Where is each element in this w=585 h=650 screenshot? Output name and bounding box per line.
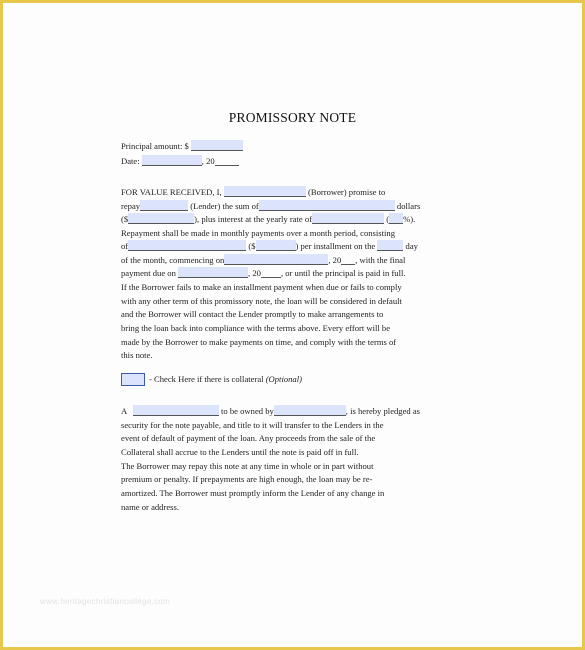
paragraph2-line4: Collateral shall accrue to the Lenders until the note is paid off in full. xyxy=(121,447,359,457)
principal-label: Principal amount: xyxy=(121,141,183,151)
paragraph1-line6 xyxy=(121,254,461,267)
borrower-name-field[interactable] xyxy=(224,186,306,197)
paragraph1-line11: bring the loan back into compliance with the terms above. Every effort will be xyxy=(121,323,391,333)
paragraph1-line7 xyxy=(121,267,461,280)
text: A xyxy=(121,406,127,416)
principal-amount-field[interactable] xyxy=(191,140,243,151)
final-payment-year-field[interactable] xyxy=(261,267,281,278)
text: , is hereby pledged as xyxy=(345,406,421,416)
text: ( xyxy=(386,214,390,224)
sum-words-field[interactable] xyxy=(259,200,395,211)
interest-rate-field[interactable] xyxy=(389,213,403,224)
paragraph1-line4: Repayment shall be made in monthly payments over a month period, consisting xyxy=(121,228,395,238)
paragraph1-line12: made by the Borrower to make payments on time, and comply with the terms of xyxy=(121,337,397,347)
sum-amount-field[interactable] xyxy=(128,213,194,224)
text: , with the final xyxy=(355,255,406,265)
text: FOR VALUE RECEIVED, I, xyxy=(121,187,222,197)
optional-note: (Optional) xyxy=(265,374,302,384)
installment-words-field[interactable] xyxy=(128,240,246,251)
text: , or until the principal is paid in full. xyxy=(280,268,406,278)
paragraph2-line8: name or address. xyxy=(121,502,179,512)
watermark: www.heritagechristiancollege.com xyxy=(40,597,171,606)
paragraph1-line1 xyxy=(121,186,461,199)
text: %). xyxy=(403,214,416,224)
text: of xyxy=(121,241,129,251)
text: ($ xyxy=(248,241,256,251)
date-row xyxy=(121,155,461,168)
paragraph2-line5: The Borrower may repay this note at any time in whole or in part without xyxy=(121,461,374,471)
text: of the month, commencing on xyxy=(121,255,225,265)
text: day xyxy=(405,241,418,251)
date-year-prefix: , 20 xyxy=(201,156,215,166)
final-payment-date-field[interactable] xyxy=(178,267,248,278)
paragraph1-line3 xyxy=(121,213,461,226)
paragraph2-line1 xyxy=(121,405,461,418)
paragraph1-line10: and the Borrower will contact the Lender promptly to make arrangements to xyxy=(121,309,384,319)
collateral-checkbox[interactable] xyxy=(121,373,145,386)
principal-row xyxy=(121,140,461,153)
text: (Borrower) promise to xyxy=(307,187,386,197)
paragraph1-line2 xyxy=(121,200,461,213)
date-label: Date: xyxy=(121,156,140,166)
collateral-description-field[interactable] xyxy=(133,405,219,416)
interest-rate-words-field[interactable] xyxy=(312,213,384,224)
text: payment due on xyxy=(121,268,176,278)
installment-amount-field[interactable] xyxy=(256,240,296,251)
paragraph1-line13: this note. xyxy=(121,350,153,360)
text: to be owned by xyxy=(221,406,274,416)
text: ($ xyxy=(121,214,129,224)
text: repay xyxy=(121,201,141,211)
text: - Check Here if there is collateral xyxy=(149,374,264,384)
collateral-owner-field[interactable] xyxy=(274,405,346,416)
paragraph2-line3: event of default of payment of the loan. Any proceeds from the sale of the xyxy=(121,433,376,443)
text: dollars xyxy=(396,201,421,211)
start-date-field[interactable] xyxy=(224,254,328,265)
paragraph1-line8: If the Borrower fails to make an installment payment when due or fails to comply xyxy=(121,282,402,292)
date-year-field[interactable] xyxy=(215,155,239,166)
document-title: PROMISSORY NOTE xyxy=(228,110,357,125)
paragraph1-line5 xyxy=(121,240,461,253)
currency-symbol: $ xyxy=(184,141,189,151)
collateral-checkbox-label xyxy=(149,374,302,384)
paragraph2-line7: amortized. The Borrower must promptly inform the Lender of any change in xyxy=(121,488,385,498)
text: ), plus interest at the yearly rate of xyxy=(194,214,313,224)
date-field[interactable] xyxy=(142,155,202,166)
text: ) per installment on the xyxy=(295,241,376,251)
text: (Lender) the sum of xyxy=(190,201,259,211)
text: , 20 xyxy=(328,255,342,265)
start-year-field[interactable] xyxy=(341,254,355,265)
lender-name-field[interactable] xyxy=(140,200,188,211)
installment-day-field[interactable] xyxy=(377,240,403,251)
paragraph2-line2: security for the note payable, and title to it will transfer to the Lenders in the xyxy=(121,420,384,430)
text: , 20 xyxy=(248,268,261,278)
paragraph2-line6: premium or penalty. If prepayments are high enough, the loan may be re- xyxy=(121,474,373,484)
paragraph1-line9: with any other term of this promissory note, the loan will be considered in default xyxy=(121,296,402,306)
